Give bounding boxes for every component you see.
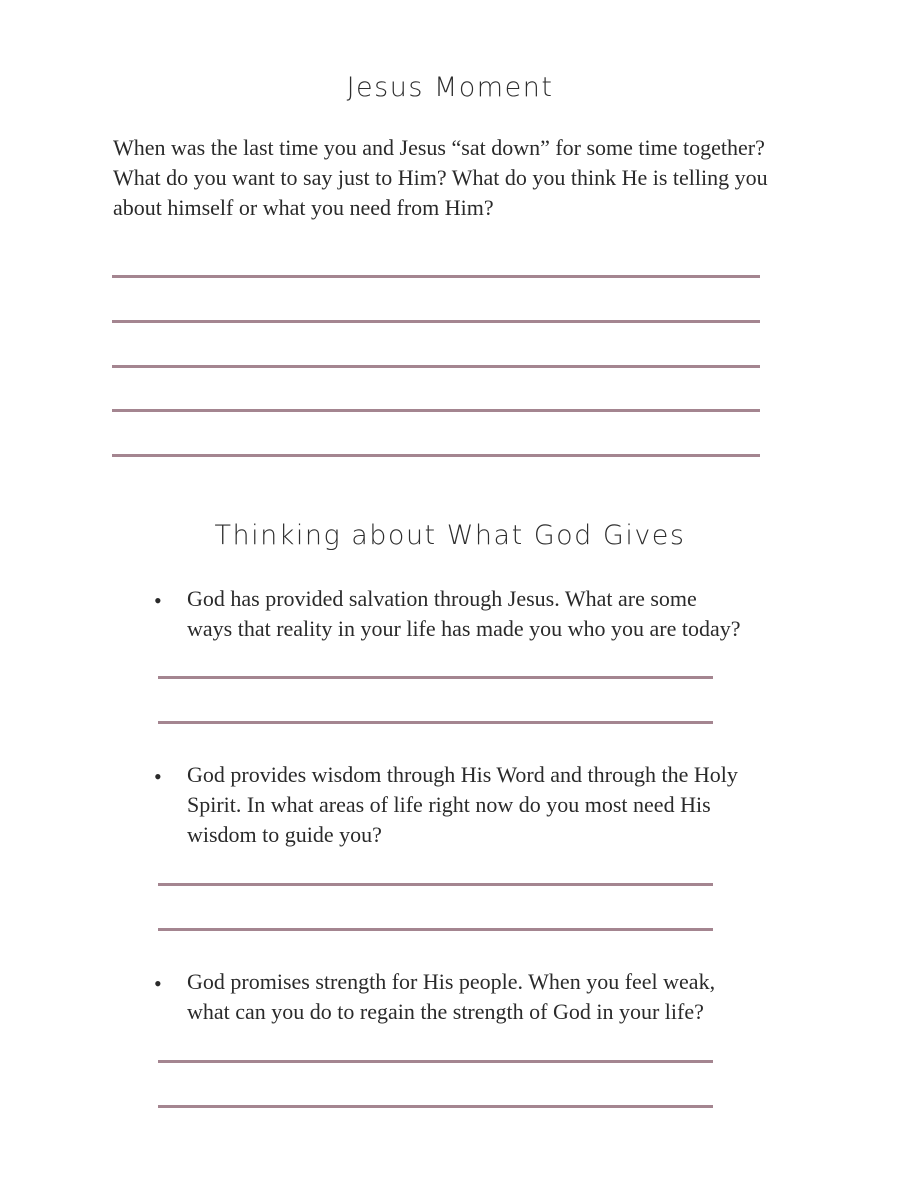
writing-line[interactable]: [112, 365, 760, 368]
writing-line[interactable]: [112, 275, 760, 278]
writing-line[interactable]: [158, 1060, 713, 1063]
writing-line[interactable]: [158, 883, 713, 886]
question-salvation: God has provided salvation through Jesus. What are some ways that reality in your life has made you who you are today?: [187, 586, 741, 641]
reflection-prompt: When was the last time you and Jesus “sat down” for some time together? What do you want to say just to Him? What do you think He is telling you about himself or what you need from Him?: [113, 135, 768, 220]
bullet-icon: •: [154, 588, 162, 613]
writing-line[interactable]: [158, 721, 713, 724]
section-title-jesus-moment: Jesus Moment: [346, 72, 554, 103]
writing-line[interactable]: [112, 320, 760, 323]
writing-line[interactable]: [112, 409, 760, 412]
writing-line[interactable]: [158, 1105, 713, 1108]
bullet-icon: •: [154, 764, 162, 789]
question-strength: God promises strength for His people. When you feel weak, what can you do to regain the strength of God in your life?: [187, 969, 716, 1024]
bullet-icon: •: [154, 971, 162, 996]
section-title-what-god-gives: Thinking about What God Gives: [214, 520, 686, 551]
writing-line[interactable]: [158, 676, 713, 679]
writing-line[interactable]: [112, 454, 760, 457]
question-wisdom: God provides wisdom through His Word and through the Holy Spirit. In what areas of life right now do you most need His wisdom to guide you?: [187, 762, 738, 847]
writing-line[interactable]: [158, 928, 713, 931]
